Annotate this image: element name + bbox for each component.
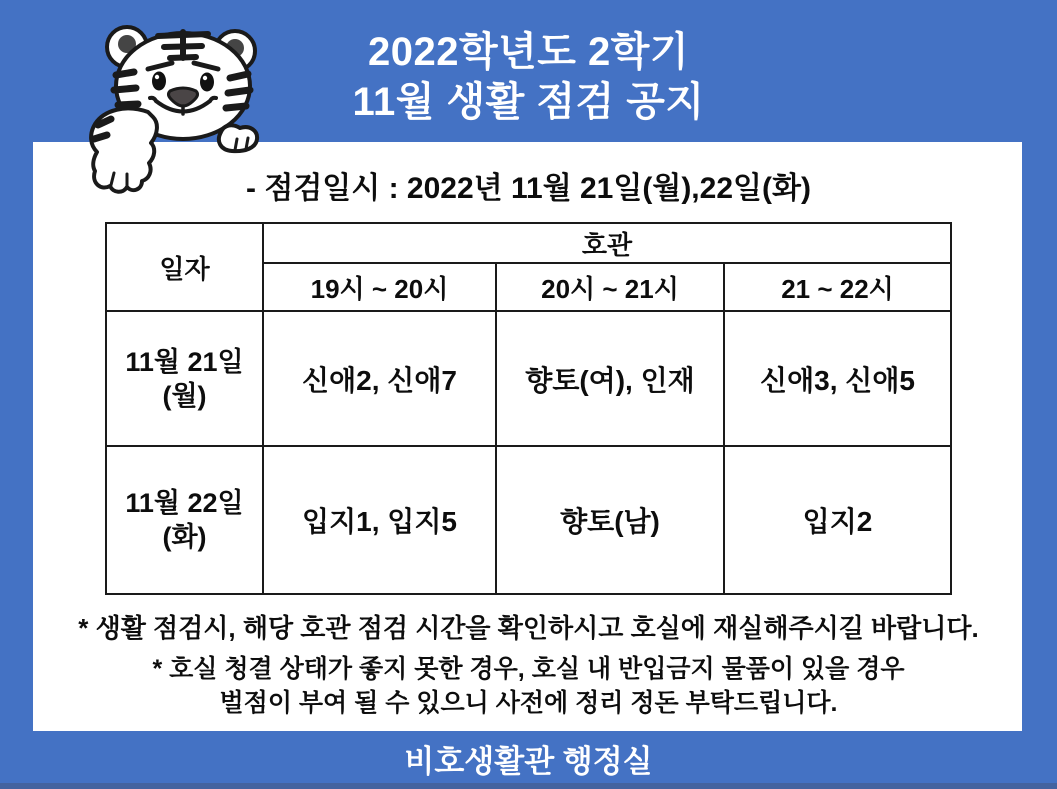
day-text: (화) <box>162 522 207 552</box>
day-text: (월) <box>162 380 207 411</box>
date-text: 11월 21일 <box>125 346 244 377</box>
date-column-header: 일자 <box>106 223 263 311</box>
time-slot-header-3: 21 ~ 22시 <box>724 263 951 311</box>
date-cell-nov21 <box>106 311 263 446</box>
time-slot-header-2: 20시 ~ 21시 <box>496 263 724 311</box>
building-group-header: 호관 <box>263 223 951 263</box>
note-cleanliness <box>0 652 1057 720</box>
table-row <box>106 311 951 446</box>
note-attendance: * 생활 점검시, 해당 호관 점검 시간을 확인하시고 호실에 재실해주시길 바랍니다. <box>78 613 979 643</box>
room-cell: 입지1, 입지5 <box>263 446 496 594</box>
footer-office-name: 비호생활관 행정실 <box>404 744 653 779</box>
title-line-2: 11월 생활 점검 공지 <box>352 80 705 124</box>
inspection-schedule-table <box>105 222 952 595</box>
bottom-divider <box>0 783 1057 789</box>
inspection-date-subtitle: - 점검일시 : 2022년 11월 21일(월),22일(화) <box>246 172 811 205</box>
date-cell-nov22 <box>106 446 263 594</box>
note-cleanliness-line-1: * 호실 청결 상태가 좋지 못한 경우, 호실 내 반입금지 물품이 있을 경우 <box>152 655 905 683</box>
tiger-mascot-icon <box>58 2 320 254</box>
room-cell: 신애3, 신애5 <box>724 311 951 446</box>
table-row <box>106 446 951 594</box>
room-cell: 향토(남) <box>496 446 724 594</box>
room-cell: 입지2 <box>724 446 951 594</box>
table-header-row-group <box>106 223 951 263</box>
room-cell: 향토(여), 인재 <box>496 311 724 446</box>
title-line-1: 2022학년도 2학기 <box>367 30 690 74</box>
note-cleanliness-line-2: 벌점이 부여 될 수 있으니 사전에 정리 정돈 부탁드립니다. <box>219 689 838 717</box>
date-text: 11월 22일 <box>125 488 244 518</box>
room-cell: 신애2, 신애7 <box>263 311 496 446</box>
time-slot-header-1: 19시 ~ 20시 <box>263 263 496 311</box>
